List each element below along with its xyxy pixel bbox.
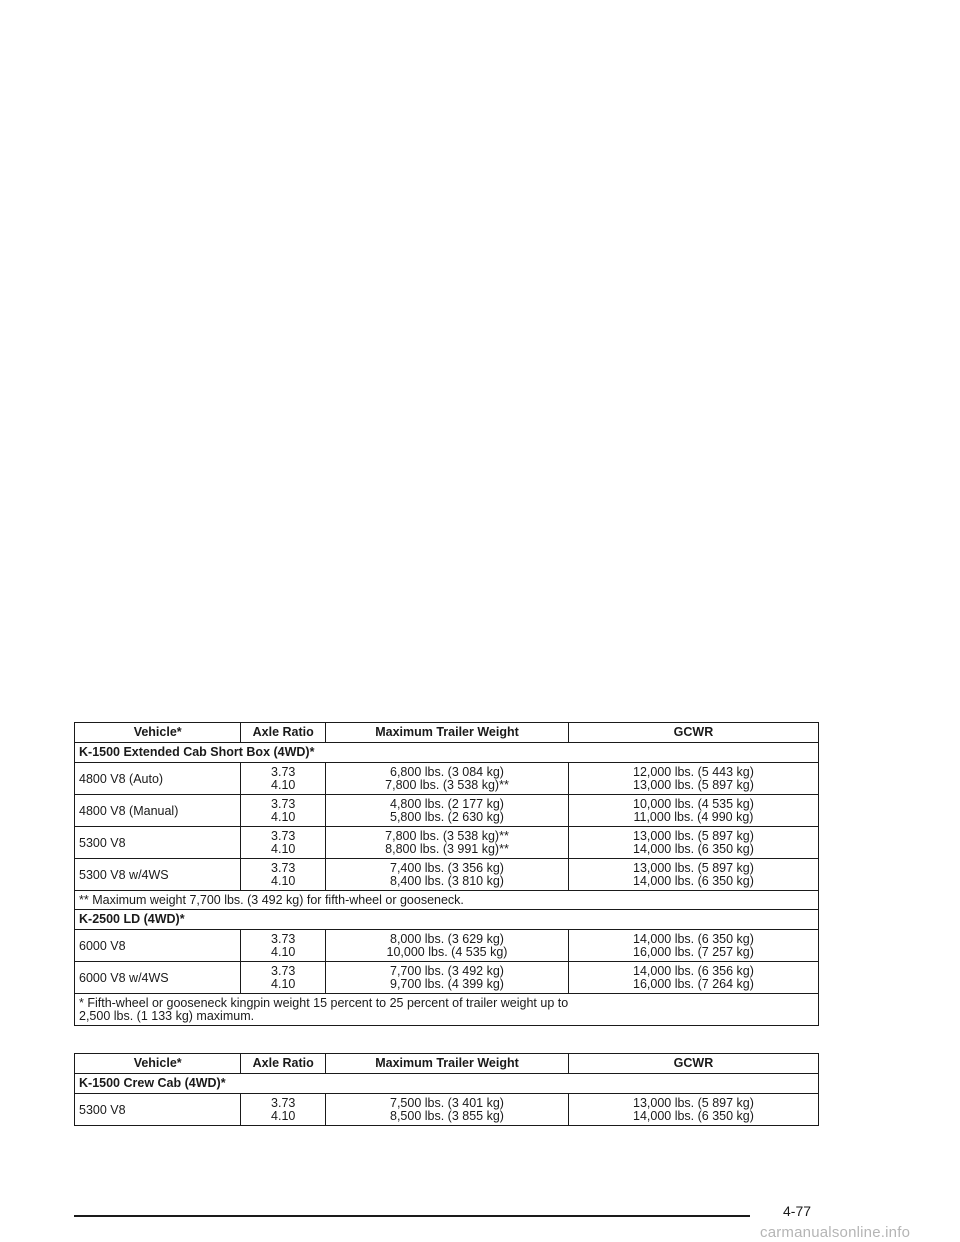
gcwr-cell <box>568 930 818 962</box>
vehicle-cell: 5300 V8 <box>75 827 241 859</box>
column-header-axle-ratio: Axle Ratio <box>241 723 326 743</box>
section-title-row <box>75 910 819 930</box>
axle-ratio-cell <box>241 827 326 859</box>
table-row <box>75 827 819 859</box>
axle-ratio-cell <box>241 962 326 994</box>
max-trailer-weight-cell <box>326 827 569 859</box>
axle-ratio-cell <box>241 1094 326 1126</box>
axle-ratio-cell-line: 4.10 <box>271 842 296 856</box>
table-header-row <box>75 723 819 743</box>
table-row <box>75 763 819 795</box>
gcwr-cell-line: 14,000 lbs. (6 350 kg) <box>633 842 754 856</box>
gcwr-cell <box>568 827 818 859</box>
table-row <box>75 930 819 962</box>
max-trailer-weight-cell <box>326 962 569 994</box>
table-footnote-line: * Fifth-wheel or gooseneck kingpin weight 15 percent to 25 percent of trailer weight up to <box>79 996 569 1010</box>
max-trailer-weight-cell <box>326 763 569 795</box>
section-title: K-1500 Extended Cab Short Box (4WD)* <box>75 743 819 763</box>
section-title-row <box>75 743 819 763</box>
max-trailer-weight-cell <box>326 1094 569 1126</box>
table-row <box>75 1094 819 1126</box>
max-trailer-weight-cell-line: 5,800 lbs. (2 630 kg) <box>390 810 504 824</box>
page-number: 4-77 <box>783 1203 812 1219</box>
table-footnote <box>75 994 819 1026</box>
max-trailer-weight-cell-line: 10,000 lbs. (4 535 kg) <box>386 945 508 959</box>
gcwr-cell-line: 14,000 lbs. (6 350 kg) <box>633 1109 754 1123</box>
gcwr-cell-line: 14,000 lbs. (6 356 kg) <box>633 964 754 978</box>
vehicle-cell: 5300 V8 <box>75 1094 241 1126</box>
column-header-gcwr: GCWR <box>568 723 818 743</box>
table-note-row <box>75 891 819 910</box>
axle-ratio-cell <box>241 859 326 891</box>
axle-ratio-cell-line: 4.10 <box>271 874 296 888</box>
max-trailer-weight-cell-line: 4,800 lbs. (2 177 kg) <box>390 797 504 811</box>
section-title: K-1500 Crew Cab (4WD)* <box>75 1074 819 1094</box>
gcwr-cell-line: 13,000 lbs. (5 897 kg) <box>633 861 754 875</box>
axle-ratio-cell-line: 3.73 <box>271 829 296 843</box>
table-header-row <box>75 1054 819 1074</box>
axle-ratio-cell-line: 3.73 <box>271 932 296 946</box>
max-trailer-weight-cell-line: 8,800 lbs. (3 991 kg)** <box>385 842 509 856</box>
section-title-row <box>75 1074 819 1094</box>
gcwr-cell <box>568 795 818 827</box>
axle-ratio-cell-line: 3.73 <box>271 1096 296 1110</box>
gcwr-cell-line: 16,000 lbs. (7 264 kg) <box>633 977 754 991</box>
gcwr-cell-line: 14,000 lbs. (6 350 kg) <box>633 874 754 888</box>
column-header-max-trailer-weight: Maximum Trailer Weight <box>326 1054 569 1074</box>
table-row <box>75 962 819 994</box>
axle-ratio-cell-line: 4.10 <box>271 945 296 959</box>
column-header-max-trailer-weight: Maximum Trailer Weight <box>326 723 569 743</box>
vehicle-cell: 4800 V8 (Manual) <box>75 795 241 827</box>
axle-ratio-cell <box>241 795 326 827</box>
table-row <box>75 795 819 827</box>
vehicle-cell: 4800 V8 (Auto) <box>75 763 241 795</box>
watermark: carmanualsonline.info <box>760 1224 911 1241</box>
column-header-vehicle: Vehicle* <box>75 723 241 743</box>
max-trailer-weight-cell-line: 9,700 lbs. (4 399 kg) <box>390 977 504 991</box>
max-trailer-weight-cell-line: 7,700 lbs. (3 492 kg) <box>390 964 504 978</box>
axle-ratio-cell-line: 4.10 <box>271 1109 296 1123</box>
section-title: K-2500 LD (4WD)* <box>75 910 819 930</box>
axle-ratio-cell-line: 4.10 <box>271 977 296 991</box>
gcwr-cell <box>568 859 818 891</box>
max-trailer-weight-cell-line: 7,800 lbs. (3 538 kg)** <box>385 829 509 843</box>
axle-ratio-cell-line: 3.73 <box>271 964 296 978</box>
axle-ratio-cell-line: 3.73 <box>271 797 296 811</box>
max-trailer-weight-cell-line: 8,400 lbs. (3 810 kg) <box>390 874 504 888</box>
axle-ratio-cell <box>241 930 326 962</box>
table-note: ** Maximum weight 7,700 lbs. (3 492 kg) for fifth-wheel or gooseneck. <box>75 891 819 910</box>
max-trailer-weight-cell-line: 8,500 lbs. (3 855 kg) <box>390 1109 504 1123</box>
gcwr-cell-line: 13,000 lbs. (5 897 kg) <box>633 829 754 843</box>
axle-ratio-cell-line: 4.10 <box>271 810 296 824</box>
axle-ratio-cell-line: 4.10 <box>271 778 296 792</box>
gcwr-cell-line: 13,000 lbs. (5 897 kg) <box>633 1096 754 1110</box>
max-trailer-weight-cell-line: 7,500 lbs. (3 401 kg) <box>390 1096 504 1110</box>
vehicle-cell: 6000 V8 <box>75 930 241 962</box>
max-trailer-weight-cell <box>326 859 569 891</box>
column-header-gcwr: GCWR <box>568 1054 818 1074</box>
axle-ratio-cell-line: 3.73 <box>271 861 296 875</box>
vehicle-cell: 6000 V8 w/4WS <box>75 962 241 994</box>
gcwr-cell-line: 12,000 lbs. (5 443 kg) <box>633 765 754 779</box>
max-trailer-weight-cell <box>326 930 569 962</box>
gcwr-cell-line: 16,000 lbs. (7 257 kg) <box>633 945 754 959</box>
table-row <box>75 859 819 891</box>
axle-ratio-cell-line: 3.73 <box>271 765 296 779</box>
table-footnote-line: 2,500 lbs. (1 133 kg) maximum. <box>79 1009 255 1023</box>
trailer-weight-table-1 <box>74 722 819 1026</box>
footer-rule <box>74 1215 750 1217</box>
max-trailer-weight-cell-line: 7,400 lbs. (3 356 kg) <box>390 861 504 875</box>
column-header-vehicle: Vehicle* <box>75 1054 241 1074</box>
max-trailer-weight-cell <box>326 795 569 827</box>
gcwr-cell-line: 13,000 lbs. (5 897 kg) <box>633 778 754 792</box>
vehicle-cell: 5300 V8 w/4WS <box>75 859 241 891</box>
gcwr-cell <box>568 763 818 795</box>
max-trailer-weight-cell-line: 6,800 lbs. (3 084 kg) <box>390 765 504 779</box>
column-header-axle-ratio: Axle Ratio <box>241 1054 326 1074</box>
trailer-weight-table-2 <box>74 1053 819 1126</box>
table-footnote-row <box>75 994 819 1026</box>
gcwr-cell-line: 14,000 lbs. (6 350 kg) <box>633 932 754 946</box>
gcwr-cell-line: 10,000 lbs. (4 535 kg) <box>633 797 754 811</box>
gcwr-cell-line: 11,000 lbs. (4 990 kg) <box>633 810 754 824</box>
max-trailer-weight-cell-line: 7,800 lbs. (3 538 kg)** <box>385 778 509 792</box>
max-trailer-weight-cell-line: 8,000 lbs. (3 629 kg) <box>390 932 504 946</box>
gcwr-cell <box>568 962 818 994</box>
axle-ratio-cell <box>241 763 326 795</box>
gcwr-cell <box>568 1094 818 1126</box>
